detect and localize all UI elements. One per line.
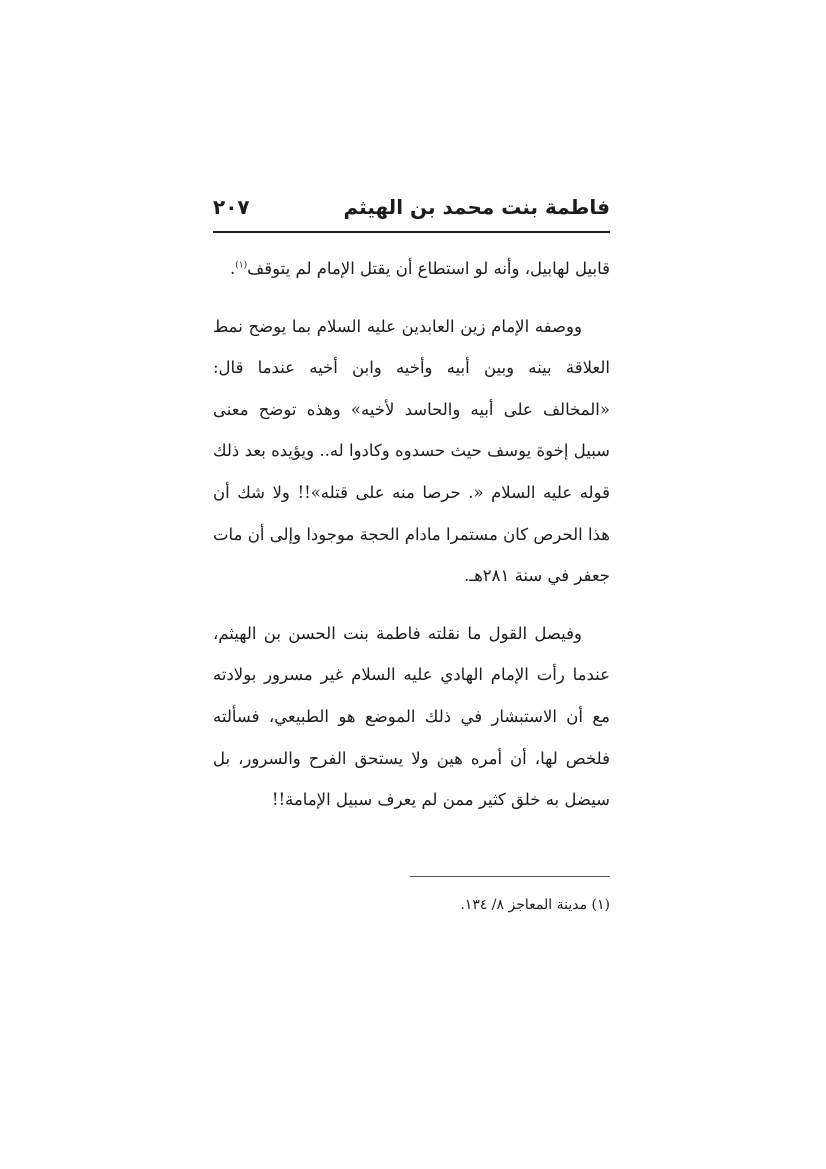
paragraph-2: ووصفه الإمام زين العابدين عليه السلام بما يوضح نمط العلاقة بينه وبين أبيه وأخيه وابن أخيه عندما قال: «المخالف على أبيه والحاسد لأخيه» وهذه توضح معنى سبيل إخوة يوسف حيث حسدوه وكادوا له.. ويؤيده بعد ذلك قوله عليه السلام «. حرصا منه على قتله»!! ولا شك أن هذا الحرص كان مستمرا مادام الحجة موجودا وإلى أن مات جعفر في سنة ٢٨١هـ. [213, 316, 610, 586]
running-header [213, 193, 610, 231]
footnote: (١) مدينة المعاجز ٨/ ١٣٤. [460, 897, 610, 913]
paragraph-1 [213, 248, 610, 290]
footnote-divider [410, 876, 610, 877]
main-text [213, 248, 610, 821]
paragraph-3: وفيصل القول ما نقلته فاطمة بنت الحسن بن الهيثم، عندما رأت الإمام الهادي عليه السلام غير مسرور بولادته مع أن الاستبشار في ذلك الموضع هو الطبيعي، فسألته فلخص لها، أن أمره هين ولا يستحق الفرح والسرور، بل سيضل به خلق كثير ممن لم يعرف سبيل الإمامة!! [213, 623, 610, 810]
paragraph-1-text: قابيل لهابيل، وأنه لو استطاع أن يقتل الإمام لم يتوقف [247, 259, 610, 278]
footnote-reference: (١) [235, 260, 248, 271]
page-number: ٢٠٧ [213, 195, 250, 219]
header-divider [213, 231, 610, 233]
paragraph-1-end: . [230, 259, 236, 278]
header-title: فاطمة بنت محمد بن الهيثم [343, 195, 610, 219]
